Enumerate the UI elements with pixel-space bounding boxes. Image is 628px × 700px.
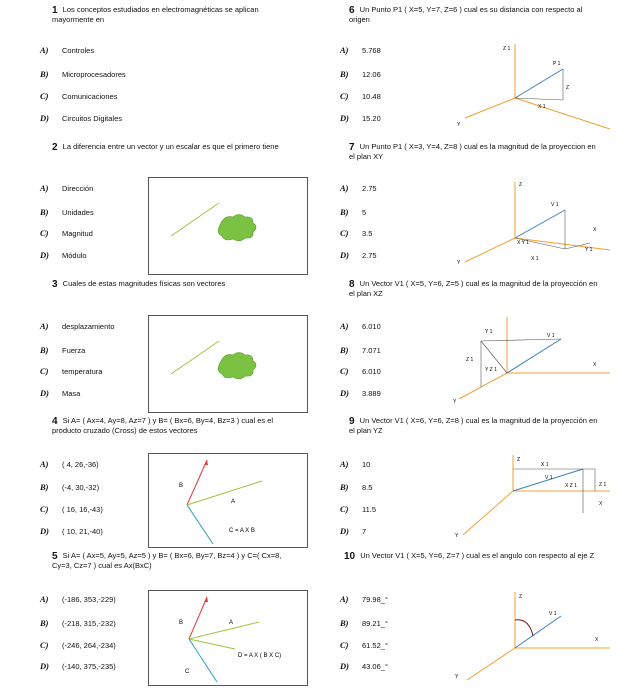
q10-label-x: X xyxy=(595,637,599,643)
q3-option-c[interactable]: C) temperatura xyxy=(40,366,103,376)
q3-option-b[interactable]: B) Fuerza xyxy=(40,345,86,355)
q1-option-a[interactable]: A) Controles xyxy=(40,45,95,55)
q5-option-a[interactable]: A) (-186, 353,-229) xyxy=(40,594,116,604)
q4-figure-svg xyxy=(149,454,307,547)
q7-label-y: Y xyxy=(457,260,461,266)
q2-text: La diferencia entre un vector y un escalar es que el primero tiene xyxy=(62,142,279,151)
q9-number: 9 xyxy=(349,416,355,427)
q10-label-y: Y xyxy=(455,674,459,680)
q2-title xyxy=(52,142,302,152)
q2-vector-line xyxy=(171,203,219,236)
q2-number: 2 xyxy=(52,142,58,153)
q6-label-y: Y xyxy=(457,122,461,128)
q7-label-x1: X 1 xyxy=(531,256,539,262)
q9-label-z1: Z 1 xyxy=(599,482,607,488)
q9-text: Un Vector V1 ( X=6, Y=6, Z=8 ) cual es la magnitud de la proyección en el plan YZ xyxy=(349,416,598,435)
q9-label-z: Z xyxy=(517,457,521,463)
q9-label-v1: V 1 xyxy=(545,475,553,481)
q2-option-a[interactable]: A) Dirección xyxy=(40,183,94,193)
q10-number: 10 xyxy=(344,551,356,562)
q9-option-b[interactable]: B) 8.5 xyxy=(340,482,373,492)
q8-label-z1: Z 1 xyxy=(466,357,474,363)
q8-option-b[interactable]: B) 7.071 xyxy=(340,345,381,355)
q7-label-v1: V 1 xyxy=(551,202,559,208)
q5-figure xyxy=(148,590,308,686)
q8-label-y1: Y 1 xyxy=(485,329,493,335)
q3-vector-line xyxy=(171,341,219,374)
q5-vector-d xyxy=(189,639,235,649)
q4-vector-a xyxy=(187,481,262,505)
q5-vector-a xyxy=(189,622,259,639)
q3-number: 3 xyxy=(52,279,58,290)
q1-option-c[interactable]: C) Comunicaciones xyxy=(40,91,118,101)
q10-angle-arc xyxy=(515,620,533,636)
q8-label-x: X xyxy=(593,362,597,368)
q3-title xyxy=(52,279,302,289)
q5-label-b: B xyxy=(179,620,184,626)
q8-text: Un Vector V1 ( X=5, Y=6, Z=5 ) cual es la magnitud de la proyección en el plan XZ xyxy=(349,279,598,298)
q8-label-yz1: Y Z 1 xyxy=(485,367,497,373)
q2-figure xyxy=(148,177,308,275)
q10-figure xyxy=(445,588,615,688)
q1-number: 1 xyxy=(52,5,58,16)
q9-title xyxy=(349,416,599,435)
q7-label-y1: Y 1 xyxy=(585,247,593,253)
q5-figure-svg xyxy=(149,591,307,685)
q6-number: 6 xyxy=(349,5,355,16)
q6-figure xyxy=(445,38,615,138)
q9-label-x1: X 1 xyxy=(541,462,549,468)
q7-option-b[interactable]: B) 5 xyxy=(340,207,367,217)
q8-number: 8 xyxy=(349,279,355,290)
q5-label-a: A xyxy=(229,620,234,626)
q4-label-b: B xyxy=(179,483,184,489)
q10-option-a[interactable]: A) 79.98_° xyxy=(340,594,388,604)
q6-label-z1: Z 1 xyxy=(503,46,511,52)
q2-option-c[interactable]: C) Magnitud xyxy=(40,228,93,238)
q6-option-c[interactable]: C) 10.48 xyxy=(340,91,381,101)
q10-option-d[interactable]: D) 43.06_° xyxy=(340,661,388,671)
q7-text: Un Punto P1 ( X=3, Y=4, Z=8 ) cual es la magnitud de la proyeccion en el plan XY xyxy=(349,142,596,161)
q8-option-c[interactable]: C) 6.010 xyxy=(340,366,381,376)
q2-option-d[interactable]: D) Módulo xyxy=(40,250,87,260)
q7-label-xy1: X Y 1 xyxy=(517,240,530,246)
q6-text: Un Punto P1 ( X=5, Y=7, Z=6 ) cual es su distancia con respecto al origen xyxy=(349,5,583,24)
q4-label-a: A xyxy=(231,499,236,505)
q6-title xyxy=(349,5,599,24)
q10-title xyxy=(344,551,604,561)
q4-option-b[interactable]: B) (-4, 30,-32) xyxy=(40,482,100,492)
q3-option-d[interactable]: D) Masa xyxy=(40,388,81,398)
q6-label-p1: P 1 xyxy=(553,61,561,67)
q10-option-c[interactable]: C) 61.52_° xyxy=(340,640,388,650)
q7-title xyxy=(349,142,599,161)
q8-figure xyxy=(445,313,615,413)
q9-option-d[interactable]: D) 7 xyxy=(340,526,367,536)
q8-title xyxy=(349,279,599,298)
q9-option-c[interactable]: C) 11.5 xyxy=(340,504,377,514)
q4-vector-b xyxy=(187,460,207,505)
q9-label-xz1: X Z 1 xyxy=(565,483,577,489)
q5-number: 5 xyxy=(52,551,58,562)
q1-option-d[interactable]: D) Circuitos Digitales xyxy=(40,113,123,123)
q5-vector-c xyxy=(189,639,217,682)
q1-text: Los conceptos estudiados en electromagnéticas se aplican mayormente en xyxy=(52,5,259,24)
q1-option-b[interactable]: B) Microprocesadores xyxy=(40,69,126,79)
q6-option-a[interactable]: A) 5.768 xyxy=(340,45,381,55)
q7-label-x: X xyxy=(593,227,597,233)
q7-option-d[interactable]: D) 2.75 xyxy=(340,250,377,260)
q1-title xyxy=(52,5,302,24)
q4-text: Si A= ( Ax=4, Ay=8, Az=7 ) y B= ( Bx=6, By=4, Bz=3 ) cual es el producto cruzado (Cross) de estos vectores xyxy=(52,416,274,435)
q7-option-c[interactable]: C) 3.5 xyxy=(340,228,373,238)
q4-number: 4 xyxy=(52,416,58,427)
q7-number: 7 xyxy=(349,142,355,153)
q5-option-d[interactable]: D) (-140, 375,-235) xyxy=(40,661,116,671)
q2-figure-svg xyxy=(149,178,307,274)
q10-text: Un Vector V1 ( X=5, Y=6, Z=7 ) cual es el angulo con respecto al eje Z xyxy=(360,551,595,560)
q10-option-b[interactable]: B) 89.21_° xyxy=(340,618,388,628)
q5-option-c[interactable]: C) (-246, 264,-234) xyxy=(40,640,116,650)
q4-formula: C = A X B xyxy=(229,528,255,534)
q6-option-b[interactable]: B) 12.06 xyxy=(340,69,381,79)
q5-formula: D = A X ( B X C) xyxy=(238,653,282,659)
q8-label-y: Y xyxy=(453,399,457,405)
q5-title xyxy=(52,551,302,570)
q3-option-a[interactable]: A) desplazamiento xyxy=(40,321,115,331)
q7-figure xyxy=(445,176,615,276)
q8-option-d[interactable]: D) 3.889 xyxy=(340,388,381,398)
q2-option-b[interactable]: B) Unidades xyxy=(40,207,94,217)
q6-option-d[interactable]: D) 15.20 xyxy=(340,113,381,123)
q9-figure xyxy=(445,451,615,546)
q4-title xyxy=(52,416,302,435)
q9-label-x: X xyxy=(599,501,603,507)
q9-label-y: Y xyxy=(455,533,459,539)
q8-label-v1: V 1 xyxy=(547,333,555,339)
q10-label-v1: V 1 xyxy=(549,611,557,617)
q8-option-a[interactable]: A) 6.010 xyxy=(340,321,381,331)
q4-figure xyxy=(148,453,308,548)
q3-figure xyxy=(148,315,308,413)
q2-scalar-blob xyxy=(218,215,256,241)
q5-option-b[interactable]: B) (-218, 315,-232) xyxy=(40,618,116,628)
q5-label-c: C xyxy=(185,669,190,675)
q3-scalar-blob xyxy=(218,353,256,379)
q7-option-a[interactable]: A) 2.75 xyxy=(340,183,377,193)
q3-text: Cuales de estas magnitudes físicas son vectores xyxy=(62,279,226,288)
q9-option-a[interactable]: A) 10 xyxy=(340,459,371,469)
q6-label-x1: X 1 xyxy=(538,104,546,110)
q5-text: Si A= ( Ax=5, Ay=5, Az=5 ) y B= ( Bx=6, By=7, Bz=4 ) y C=( Cx=8, Cy=3, Cz=7 ) cual es Ax(BxC) xyxy=(52,551,282,570)
q4-vector-c xyxy=(187,505,213,544)
q5-vector-b xyxy=(189,597,207,639)
q10-label-z: Z xyxy=(519,594,523,600)
q7-label-z: Z xyxy=(519,182,523,188)
q6-label-z: Z xyxy=(566,85,570,91)
q4-option-c[interactable]: C) ( 16, 16,-43) xyxy=(40,504,103,514)
q4-option-d[interactable]: D) ( 10, 21,-40) xyxy=(40,526,103,536)
q3-figure-svg xyxy=(149,316,307,412)
q4-option-a[interactable]: A) ( 4, 26,-36) xyxy=(40,459,99,469)
